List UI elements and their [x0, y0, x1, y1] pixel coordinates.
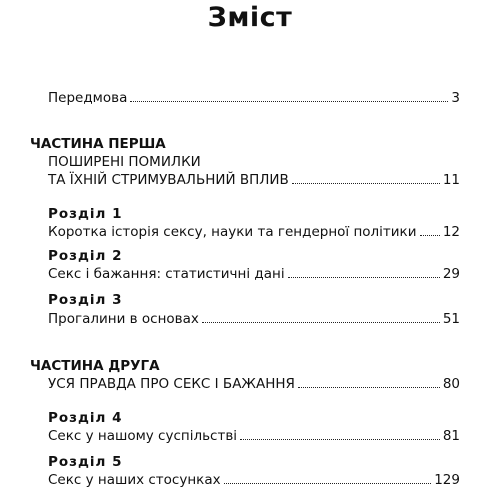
dot-leader	[240, 438, 440, 440]
toc-entry-label: Секс і бажання: статистичні дані	[48, 266, 285, 282]
part-one-subtitle-line1: ПОШИРЕНІ ПОМИЛКИ	[48, 154, 201, 170]
toc-page-number: 80	[442, 376, 460, 392]
dot-leader	[292, 182, 440, 184]
toc-entry-chapter-5[interactable]	[48, 472, 460, 488]
toc-page-number: 51	[442, 311, 460, 327]
dot-leader	[224, 482, 432, 484]
chapter-1-heading: Розділ 1	[48, 206, 123, 222]
chapter-2-heading: Розділ 2	[48, 248, 123, 264]
dot-leader	[298, 386, 440, 388]
page-title: Зміст	[207, 2, 293, 33]
toc-entry-label: Передмова	[48, 90, 128, 106]
toc-entry-part-two[interactable]	[48, 376, 460, 392]
part-one-subtitle-line2: ТА ЇХНІЙ СТРИМУВАЛЬНИЙ ВПЛИВ	[48, 172, 289, 188]
toc-entry-label: Секс у нашому суспільстві	[48, 428, 238, 444]
toc-page-number: 129	[434, 472, 460, 488]
toc-page-number: 11	[442, 172, 460, 188]
toc-page-number: 3	[451, 90, 460, 106]
chapter-3-heading: Розділ 3	[48, 292, 123, 308]
dot-leader	[130, 100, 448, 102]
toc-entry-label: Прогалини в основах	[48, 311, 199, 327]
chapter-5-heading: Розділ 5	[48, 454, 123, 470]
part-two-heading: ЧАСТИНА ДРУГА	[30, 358, 160, 374]
dot-leader	[420, 234, 440, 236]
toc-page-number: 81	[442, 428, 460, 444]
toc-entry-label: Коротка історія сексу, науки та гендерної політики	[48, 224, 417, 240]
toc-entry-preface[interactable]	[48, 90, 460, 106]
toc-entry-chapter-1[interactable]	[48, 224, 460, 240]
toc-page-number: 12	[442, 224, 460, 240]
chapter-4-heading: Розділ 4	[48, 410, 123, 426]
toc-entry-part-one[interactable]	[48, 172, 460, 188]
dot-leader	[288, 276, 440, 278]
toc-entry-label: Секс у наших стосунках	[48, 472, 221, 488]
toc-entry-chapter-2[interactable]	[48, 266, 460, 282]
toc-entry-chapter-3[interactable]	[48, 311, 460, 327]
part-one-heading: ЧАСТИНА ПЕРША	[30, 136, 166, 152]
part-two-subtitle: УСЯ ПРАВДА ПРО СЕКС І БАЖАННЯ	[48, 376, 295, 392]
toc-page-number: 29	[442, 266, 460, 282]
dot-leader	[202, 321, 440, 323]
toc-entry-chapter-4[interactable]	[48, 428, 460, 444]
